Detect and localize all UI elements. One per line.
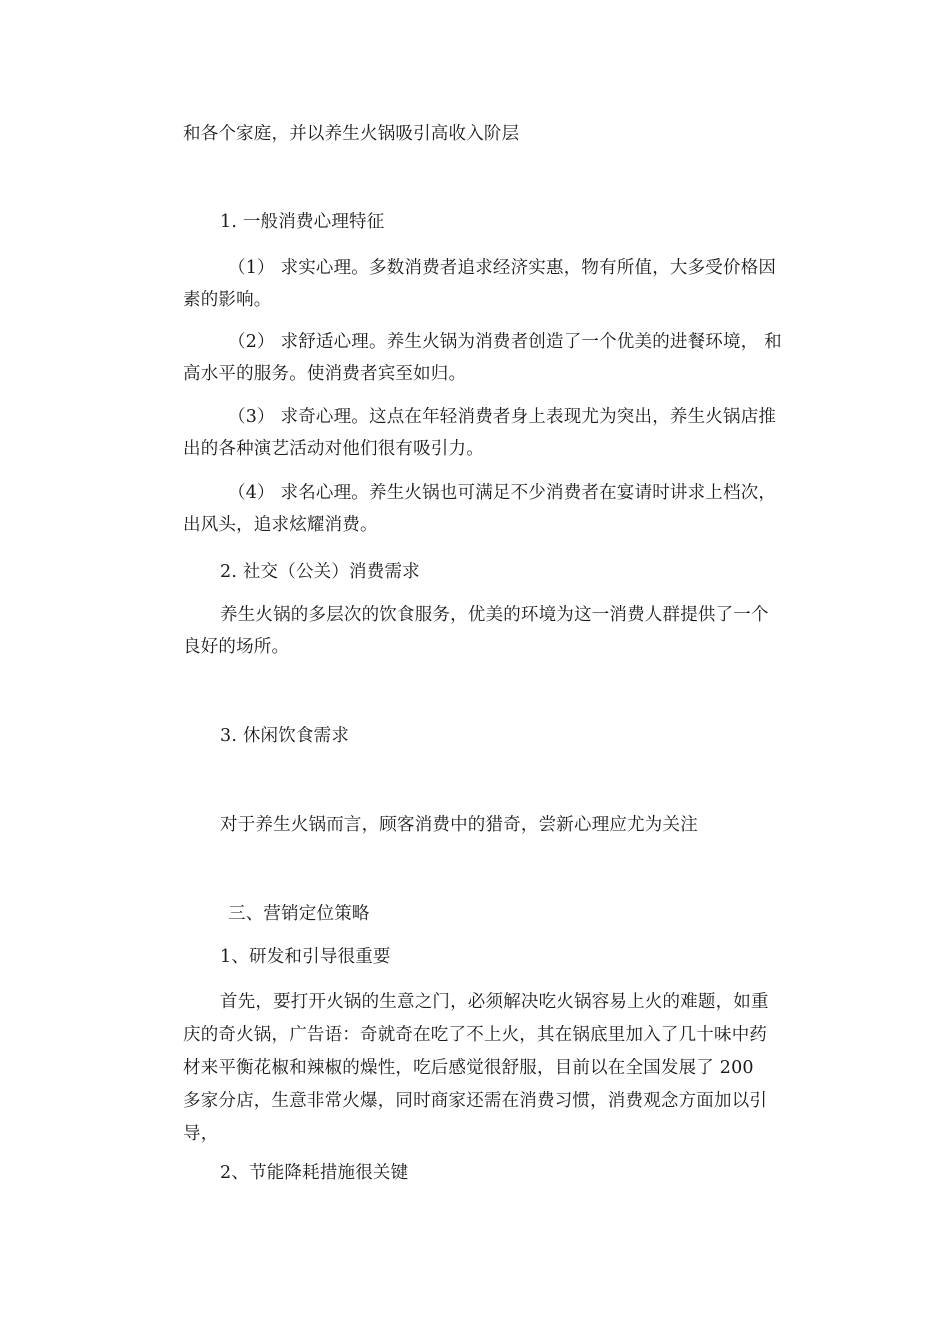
paragraph-line: 高水平的服务。使消费者宾至如归。: [183, 364, 467, 384]
paragraph-line: 庆的奇火锅，广告语：奇就奇在吃了不上火，其在锅底里加入了几十味中药: [183, 1025, 768, 1045]
heading-energy-saving: 2、节能降耗措施很关键: [220, 1163, 409, 1183]
paragraph-line: 出风头，追求炫耀消费。: [183, 515, 378, 535]
paragraph-line: （1） 求实心理。多数消费者追求经济实惠，物有所值，大多受价格因: [228, 258, 777, 278]
heading-social-demand: 2. 社交（公关）消费需求: [220, 562, 420, 582]
heading-consumer-psychology: 1. 一般消费心理特征: [220, 212, 385, 232]
paragraph-line: （2） 求舒适心理。养生火锅为消费者创造了一个优美的进餐环境， 和: [228, 332, 782, 352]
heading-rnd: 1、研发和引导很重要: [220, 947, 391, 967]
paragraph-line: 素的影响。: [183, 290, 272, 310]
section-heading: 三、营销定位策略: [228, 904, 370, 924]
paragraph-intro: 和各个家庭，并以养生火锅吸引高收入阶层: [183, 124, 520, 144]
paragraph-line: 出的各种演艺活动对他们很有吸引力。: [183, 439, 484, 459]
paragraph-line: 对于养生火锅而言，顾客消费中的猎奇，尝新心理应尤为关注: [220, 815, 698, 835]
paragraph-line: 首先，要打开火锅的生意之门，必须解决吃火锅容易上火的难题，如重: [220, 992, 769, 1012]
paragraph-line: 多家分店，生意非常火爆，同时商家还需在消费习惯，消费观念方面加以引: [183, 1091, 768, 1111]
paragraph-line: （3） 求奇心理。这点在年轻消费者身上表现尤为突出，养生火锅店推: [228, 407, 777, 427]
paragraph-line: 材来平衡花椒和辣椒的燥性，吃后感觉很舒服，目前以在全国发展了 200: [183, 1058, 754, 1078]
paragraph-line: （4） 求名心理。养生火锅也可满足不少消费者在宴请时讲求上档次，: [228, 483, 777, 503]
paragraph-line: 养生火锅的多层次的饮食服务，优美的环境为这一消费人群提供了一个: [220, 605, 769, 625]
heading-leisure-demand: 3. 休闲饮食需求: [220, 726, 350, 746]
paragraph-line: 导，: [183, 1124, 219, 1144]
paragraph-line: 良好的场所。: [183, 637, 290, 657]
